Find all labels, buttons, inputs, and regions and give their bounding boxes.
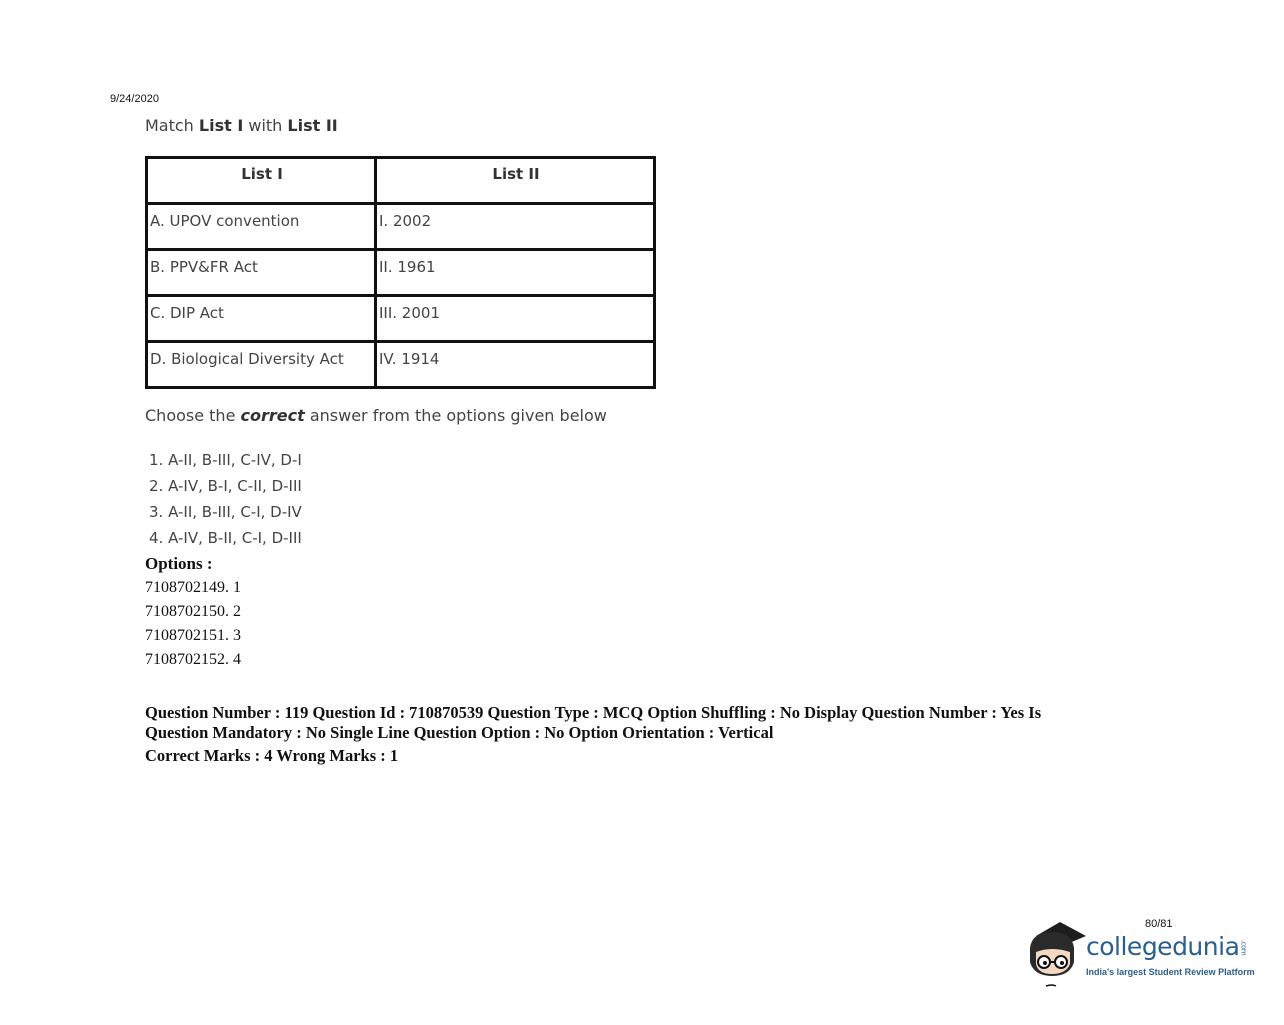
title-prefix: Match (145, 116, 199, 135)
header-list1: List I (147, 158, 376, 204)
question-title (145, 116, 338, 135)
list2-cell: III. 2001 (376, 296, 655, 342)
choose-prefix: Choose the (145, 406, 241, 425)
list1-cell: A. UPOV convention (147, 204, 376, 250)
list1-cell: D. Biological Diversity Act (147, 342, 376, 388)
list2-cell: IV. 1914 (376, 342, 655, 388)
question-metadata: Question Number : 119 Question Id : 710870539 Question Type : MCQ Option Shuffling : No Display Question Number : Yes Is Question Mandatory : No Single Line Question Option : No Option Orientation : Vertical (145, 703, 1042, 742)
brand-tagline: India's largest Student Review Platform (1086, 967, 1255, 977)
choose-suffix: answer from the options given below (304, 406, 607, 425)
answer-item: 2. A-IV, B-I, C-II, D-III (149, 477, 302, 495)
marks-info: Correct Marks : 4 Wrong Marks : 1 (145, 746, 399, 765)
table-row (147, 342, 655, 388)
choose-instruction (145, 406, 607, 425)
answer-item: 4. A-IV, B-II, C-I, D-III (149, 529, 302, 547)
answer-list (149, 449, 302, 553)
title-list2: List II (287, 116, 338, 135)
option-id-item: 7108702149. 1 (145, 579, 241, 596)
match-table (145, 156, 656, 389)
option-id-list (145, 578, 241, 674)
choose-bold: correct (240, 406, 305, 425)
title-list1: List I (198, 116, 244, 135)
brand-name (1086, 932, 1247, 961)
title-mid: with (243, 116, 288, 135)
brand-text: collegedunia (1086, 932, 1240, 961)
answer-item: 3. A-II, B-III, C-I, D-IV (149, 503, 302, 521)
table-row (147, 204, 655, 250)
option-id-item: 7108702150. 2 (145, 603, 241, 620)
list2-cell: I. 2002 (376, 204, 655, 250)
options-heading: Options : (145, 554, 213, 573)
list1-cell: C. DIP Act (147, 296, 376, 342)
option-id-item: 7108702152. 4 (145, 651, 241, 668)
list2-cell: II. 1961 (376, 250, 655, 296)
option-id-item: 7108702151. 3 (145, 627, 241, 644)
print-date: 9/24/2020 (110, 93, 159, 105)
table-row (147, 250, 655, 296)
list1-cell: B. PPV&FR Act (147, 250, 376, 296)
brand-suffix: .com (1239, 940, 1248, 956)
answer-item: 1. A-II, B-III, C-IV, D-I (149, 451, 302, 469)
page-number: 80/81 (1145, 918, 1173, 930)
header-list2: List II (376, 158, 655, 204)
table-row (147, 296, 655, 342)
table-header-row (147, 158, 655, 204)
